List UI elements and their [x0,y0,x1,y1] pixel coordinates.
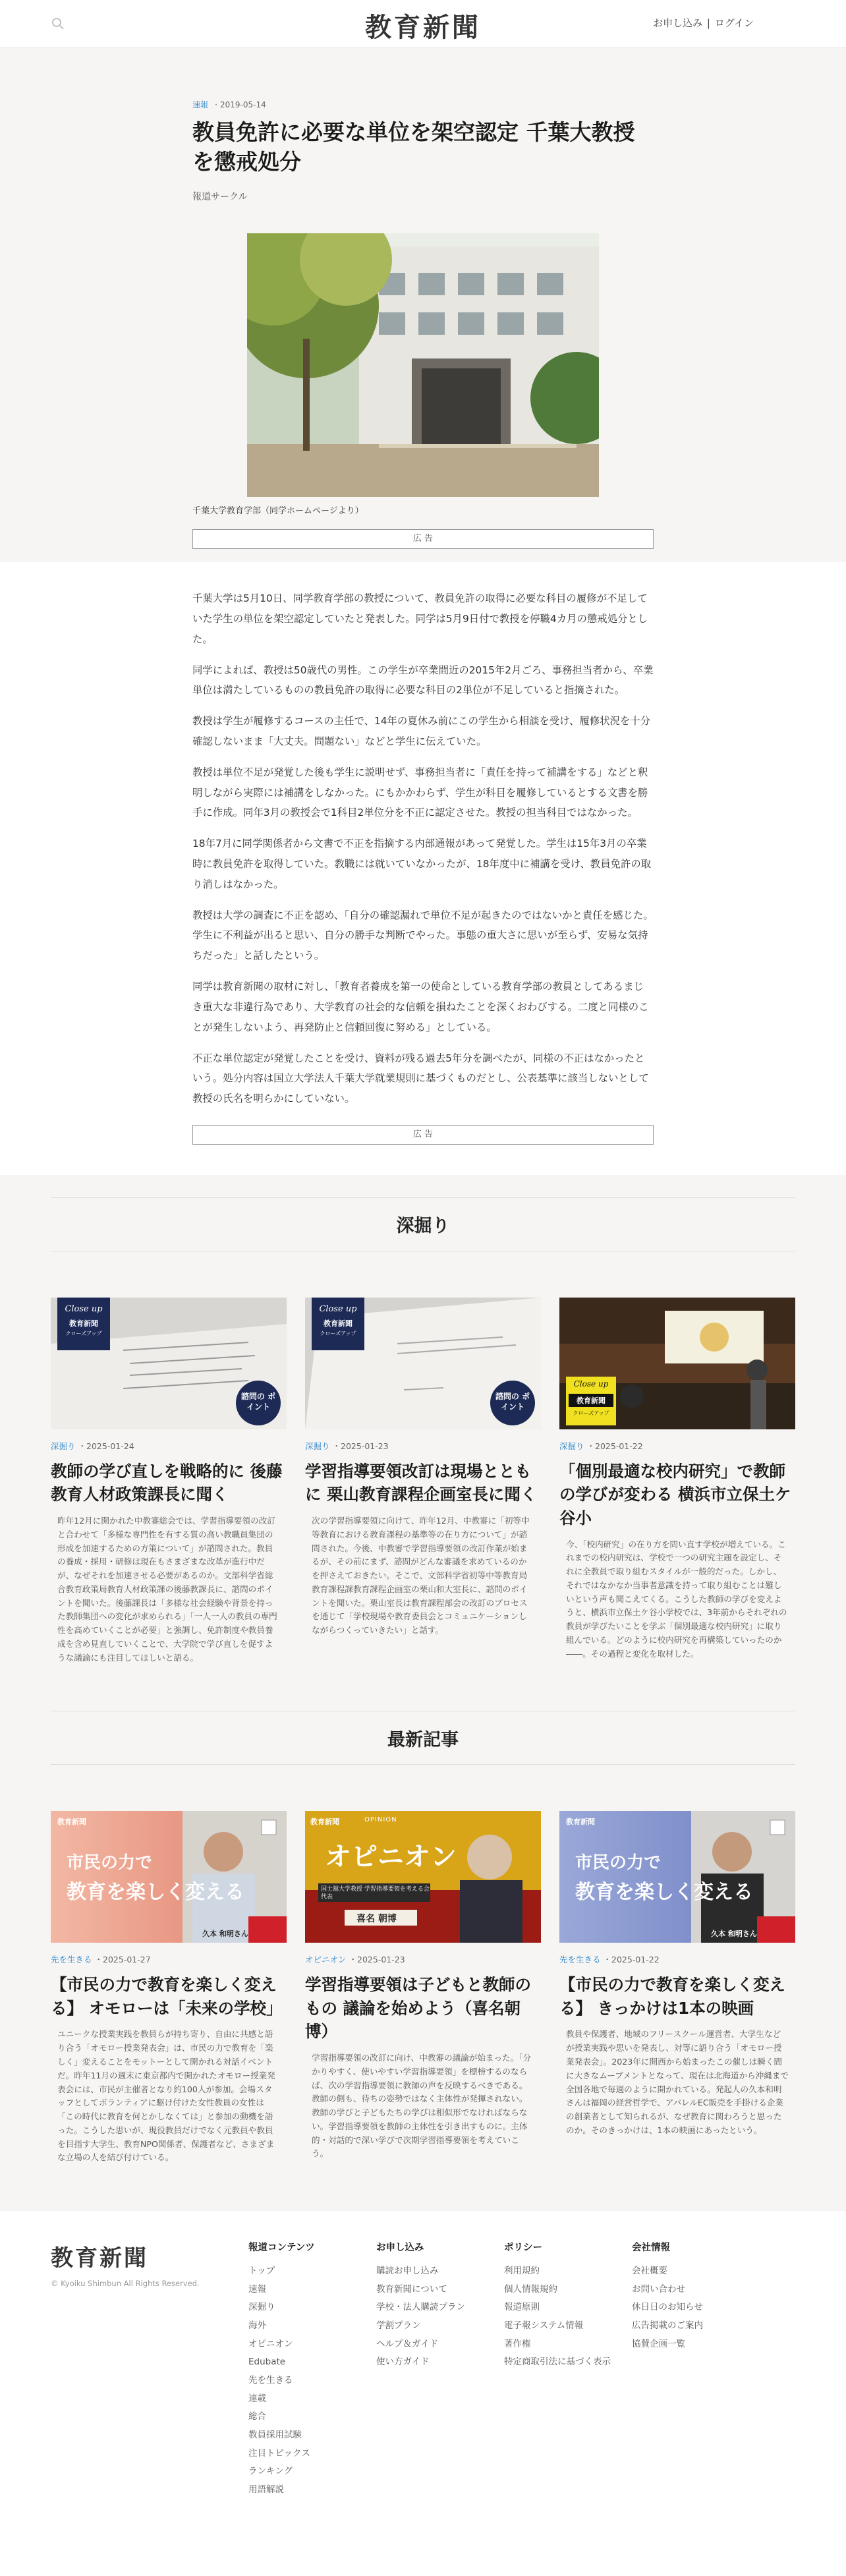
article-paragraphs [192,588,654,1109]
subscribe-link[interactable]: お申し込み [653,17,703,29]
header-separator: | [706,17,710,29]
footer-link[interactable]: 利用規約 [504,2266,540,2277]
article-card[interactable] [559,1298,795,1665]
footer-link[interactable]: 会社概要 [632,2266,667,2277]
card-meta: 深掘り ・2025-01-22 [559,1441,643,1451]
article-card[interactable] [305,1298,541,1665]
footer-link[interactable]: 電子報システム情報 [504,2320,584,2332]
card-date: 2025-01-22 [595,1441,643,1451]
article-card[interactable] [305,1811,541,2165]
card-category[interactable]: 先を生きる [559,1955,601,1965]
article-hero-image [247,233,599,497]
card-excerpt: 今、「校内研究」の在り方を問い直す学校が増えている。これまでの校内研究は、学校で一つの研究主題を設定し、それに全教員で取り組むスタイルが一般的だった。しかし、それではなかなか当事者意識を持って取り組むことは難しいという声も聞こえてくる。こうした教師の学びを変えようと、横浜市立保土ケ谷小学校では、3年前からそれぞれの教員が学びたいことを学ぶ「個別最適な校内研究」に取り組んでいる。どのように校内研究を再構築していったのか――。その過程と変化を取材した。 [566,1539,787,1659]
closeup-badge: Close up 教育新聞 クローズアップ [319,1303,357,1336]
footer-link[interactable]: 報道原則 [504,2302,540,2313]
footer-link[interactable]: お問い合わせ [632,2283,685,2295]
card-meta: 先を生きる ・2025-01-22 [559,1955,660,1965]
article-header [0,47,846,562]
section-title-latest: 最新記事 [387,1729,459,1750]
site-header [0,0,846,47]
section-title-deep: 深掘り [396,1216,450,1237]
image-caption: 千葉大学教育学部（同学ホームページより） [192,506,364,517]
closeup-badge: Close up 教育新聞 クローズアップ [65,1303,103,1336]
footer-link[interactable]: 使い方ガイド [376,2357,430,2368]
card-excerpt: 教員や保護者、地域のフリースクール運営者、大学生などが授業実践や思いを発表し、対等に語り合う「オモロー授業発表会」。2023年に開西から始まったこの催しは瞬く間に大きなムーブメントとなって、現在は北海道から沖縄まで全国各地で毎週のように開かれている。発起人の久本和明さんは福岡の経営哲学で、アパレルEC販売を手掛ける企業の創業者として知られるが、なぜ教育に関わろうと思ったのか。そのきっかけは、1本の映画にあったという。 [566,2029,789,2135]
article-card[interactable] [51,1298,287,1665]
banner-name: 久本 和明さん [711,1930,757,1939]
card-category[interactable]: オピニオン [305,1955,347,1965]
card-category[interactable]: 深掘り [51,1441,76,1451]
footer-link[interactable]: ヘルプ＆ガイド [376,2338,439,2349]
card-excerpt: 昨年12月に開かれた中教審総会では、学習指導要領の改訂と合わせて「多様な専門性を有する質の高い教職員集団の形成を加速するための方策について」が諮問された。教員の養成・採用・研修は現在もさまざまな改革が進行中だが、なぜそれを加速させる必要があるのか。文部科学省総合教育政策局教育人材政策課の後藤教課長に、諮問のポイントを聞いた。後藤課長は「多様な社会経験や背景を持った教師集団への変化が求められる」「一人一人の教員の専門性を高めていくことが必要」と強調し、免許制度や教員養成を含め見直していくことで、大学院で学び直しを促すような議論にも注目してほしいと語る。 [57,1516,277,1663]
footer-link[interactable]: 特定商取引法に基づく表示 [504,2357,611,2368]
footer-link[interactable]: 先を生きる [248,2374,293,2386]
card-title[interactable]: 学習指導要領改訂は現場とともに 栗山教育課程企画室長に聞く [305,1461,537,1504]
section-header [51,1197,795,1251]
banner-brand: 教育新聞 [310,1818,339,1827]
footer-logo[interactable]: 教育新聞 [51,2245,148,2272]
paragraph: 教授は大学の調査に不正を認め、「自分の確認漏れで単位不足が起きたのではないかと責任を感じた。学生に不利益が出ると思い、自分の勝手な判断でやった。事態の重大さに思いが至らず、安易な気持ちだった」と話したという。 [192,909,654,962]
card-excerpt: ユニークな授業実践を教員らが持ち寄り、自由に共感と語り合う「オモロー授業発表会」は、市民の力で教育を「楽しく」変えることをモットーとして開かれる対話イベントだ。昨年11月の週末に東京都内で開かれたオモロー授業発表会には、市民が主催者となり約100人が参加。会場スタッフとしてボランティアに駆け付けた女性教員の女性は「この時代に教育を何とかしなくては」と参加の動機を語った。こうした思いが、現役教員だけでなく元教員や教員を目指す大学生、教育NPO関係者、保護者など、さまざまな立場の人を結び付けている。 [57,2029,275,2163]
footer-link[interactable]: 総合 [248,2411,266,2422]
banner-name: 喜名 朝博 [356,1914,397,1925]
footer-link[interactable]: オピニオン [248,2338,293,2349]
paragraph: 千葉大学は5月10日、同学教育学部の教授について、教員免許の取得に必要な科目の履修が不足していた学生の単位を架空認定していたと発表した。同学は5月9日付で教授を停職4カ月の懲戒処分とした。 [192,592,648,645]
card-category[interactable]: 深掘り [305,1441,330,1451]
ad-placeholder-bottom: 広 告 [192,1125,654,1145]
banner-brand: 教育新聞 [566,1818,595,1827]
footer-column-title: 報道コンテンツ [248,2243,315,2254]
card-meta: 深掘り ・2025-01-23 [305,1441,389,1451]
card-date: 2025-01-23 [341,1441,389,1451]
footer-column-title: ポリシー [504,2243,542,2254]
footer-link[interactable]: 著作権 [504,2338,531,2349]
card-thumbnail[interactable] [305,1298,541,1429]
paragraph: 不正な単位認定が発覚したことを受け、資料が残る過去5年分を調べたが、同様の不正はなかったという。処分内容は国立大学法人千葉大学就業規則に基づくものだとし、公表基準に該当しないとして教授の氏名を明らかにしていない。 [192,1052,649,1105]
card-thumbnail[interactable] [51,1298,287,1429]
footer-link[interactable]: 海外 [248,2320,266,2332]
banner-title: オピニオン [325,1842,457,1873]
latest-cards [51,1811,795,2165]
card-thumbnail[interactable] [559,1811,795,1943]
point-badge: 諮問の ポイント [240,1391,276,1412]
footer-link[interactable]: 広告掲載のご案内 [632,2320,703,2332]
footer-brand [51,2240,248,2500]
card-meta: 深掘り ・2025-01-24 [51,1441,134,1451]
article-body [0,562,846,1175]
banner-line2: 教育を楽しく変える [575,1881,753,1904]
footer-column-title: お申し込み [376,2243,424,2254]
article-meta: 速報 ・2019-05-14 [192,100,266,109]
footer-link[interactable]: Edubate [248,2357,286,2368]
card-thumbnail[interactable] [305,1811,541,1943]
card-title[interactable]: 「個別最適な校内研究」で教師の学びが変わる 横浜市立保土ケ谷小 [559,1461,791,1528]
banner-name: 久本 和明さん [202,1930,248,1939]
footer-link[interactable]: 学割プラン [376,2320,421,2332]
card-title[interactable]: 【市民の力で教育を楽しく変える】 きっかけは1本の映画 [559,1975,785,2018]
footer-link[interactable]: 速報 [248,2283,266,2295]
card-thumbnail[interactable] [559,1298,795,1429]
site-logo[interactable]: 教育新聞 [365,12,481,43]
banner-sub: 国士舘大学教授 学習指導要領を考える会代表 [321,1886,430,1901]
footer-link[interactable]: 学校・法人購読プラン [376,2302,465,2313]
footer-link[interactable]: 注目トピックス [248,2447,310,2459]
banner-line1: 市民の力で [575,1853,662,1874]
section-header [51,1711,795,1765]
card-excerpt: 学習指導要領の改訂に向け、中教審の議論が始まった。「分かりやすく、使いやすい学習指導要領」を標榜するのならば、次の学習指導要領に教師の声を反映するべきである。教師の側も、待ちの姿勢ではなく主体性が発揮されない。教師の学びと子どもたちの学びは相似形でなければならない。学習指導要領を教師の主体性を引き出すものに。主体的・対話的で深い学びで次期学習指導要領を考えていこう。 [312,2052,532,2159]
login-link[interactable]: ログイン [714,17,754,29]
footer-link[interactable]: 用語解説 [248,2484,284,2495]
header-links [653,16,754,30]
footer-link[interactable]: 教育新聞について [376,2283,447,2295]
deep-dive-cards [51,1298,795,1665]
article-card[interactable] [559,1811,795,2165]
card-title[interactable]: 教師の学び直しを戦略的に 後藤教育人材政策課長に聞く [51,1461,283,1504]
footer-column [248,2240,376,2500]
card-category[interactable]: 深掘り [559,1441,584,1451]
footer-link[interactable]: トップ [248,2266,275,2277]
footer-link[interactable]: 深掘り [248,2302,275,2313]
paragraph: 教授は学生が履修するコースの主任で、14年の夏休み前にこの学生から相談を受け、履修状況を十分確認しないまま「大丈夫。問題ない」などと学生に伝えていた。 [192,715,651,747]
footer-link[interactable]: 協賛企画一覧 [632,2338,685,2349]
footer-link[interactable]: 購読お申し込み [376,2266,439,2277]
deep-dive-section [0,1175,846,1711]
footer-link[interactable]: 休日日のお知らせ [632,2302,703,2313]
footer-column [504,2240,632,2500]
card-title[interactable]: 学習指導要領は子どもと教師のもの 議論を始めよう（喜名朝博） [305,1975,531,2042]
banner-tag: OPINION [364,1816,397,1824]
article-title: 教員免許に必要な単位を架空認定 千葉大教授を懲戒処分 [192,119,635,175]
paragraph: 同学は教育新聞の取材に対し、「教育者養成を第一の使命としている教育学部の教員としてあるまじき重大な非違行為であり、大学教育の社会的な信頼を損ねたことを深くおわびする。二度と同様のことが発生しないよう、再発防止と信頼回復に努める」としている。 [192,981,649,1033]
article-category[interactable]: 速報 [192,100,209,109]
ad-placeholder-top: 広 告 [192,529,654,549]
footer-link[interactable]: 個人情報規約 [504,2283,557,2295]
card-meta: オピニオン ・2025-01-23 [305,1955,405,1965]
footer-link[interactable]: ランキング [248,2466,293,2477]
footer-link[interactable]: 連載 [248,2393,266,2404]
article-author: 報道サークル [192,192,248,203]
site-footer [0,2211,846,2526]
latest-section [0,1711,846,2211]
card-date: 2025-01-23 [357,1955,405,1965]
card-meta: 先を生きる ・2025-01-27 [51,1955,151,1965]
closeup-badge: Close up 教育新聞 クローズアップ [569,1379,613,1417]
card-date: 2025-01-24 [86,1441,134,1451]
paragraph: 同学によれば、教授は50歳代の男性。この学生が卒業間近の2015年2月ごろ、事務担当者から、卒業単位は満たしているものの教員免許の取得に必要な科目の2単位が不足していると指摘された。 [192,664,654,697]
footer-link[interactable]: 教員採用試験 [248,2429,302,2440]
paragraph: 教授は単位不足が発覚した後も学生に説明せず、事務担当者に「責任を持って補講をする」などと釈明しながら実際には補講をしなかった。にもかかわらず、学生が科目を履修しているとする文書を勝手に作成。同年3月の教授会で1科目2単位分を不正に認定させた。教授の担当科目ではなかった。 [192,766,648,819]
banner-line2: 教育を楽しく変える [67,1881,244,1904]
card-title[interactable]: 【市民の力で教育を楽しく変える】 オモローは「未来の学校」 [51,1975,283,2018]
paragraph: 18年7月に同学関係者から文書で不正を指摘する内部通報があって発覚した。学生は15年3月の卒業時に教員免許を取得していた。教職には就いていなかったが、18年度中に補講を受け、教員免許の取り消しはなかった。 [192,838,652,890]
point-badge: 諮問の ポイント [495,1391,530,1412]
banner-brand: 教育新聞 [57,1818,86,1827]
banner-line1: 市民の力で [67,1853,153,1874]
card-thumbnail[interactable] [51,1811,287,1943]
copyright: © Kyoiku Shimbun All Rights Reserved. [51,2279,200,2289]
card-excerpt: 次の学習指導要領に向けて、昨年12月、中教審に「初等中等教育における教育課程の基準等の在り方について」が諮問された。今後、中教審で学習指導要領の改訂作業が始まるが、その前にまず、諮問がどんな審議を求めているのかを押さえておきたい。そこで、文部科学省初等中等教育局教育課程課教育課程企画室の栗山和大室長に、諮問のポイントを聞いた。栗山室長は教育課程部会の改訂のプロセスを通じて「学校現場や教育委員会とコミュニケーションしながらつくっていきたい」と話す。 [312,1516,530,1636]
footer-column-title: 会社情報 [632,2243,670,2254]
footer-column [376,2240,504,2500]
article-card[interactable] [51,1811,287,2165]
footer-column [632,2240,760,2500]
article-date: 2019-05-14 [220,100,266,109]
card-category[interactable]: 先を生きる [51,1955,92,1965]
card-date: 2025-01-22 [611,1955,660,1965]
card-date: 2025-01-27 [103,1955,151,1965]
